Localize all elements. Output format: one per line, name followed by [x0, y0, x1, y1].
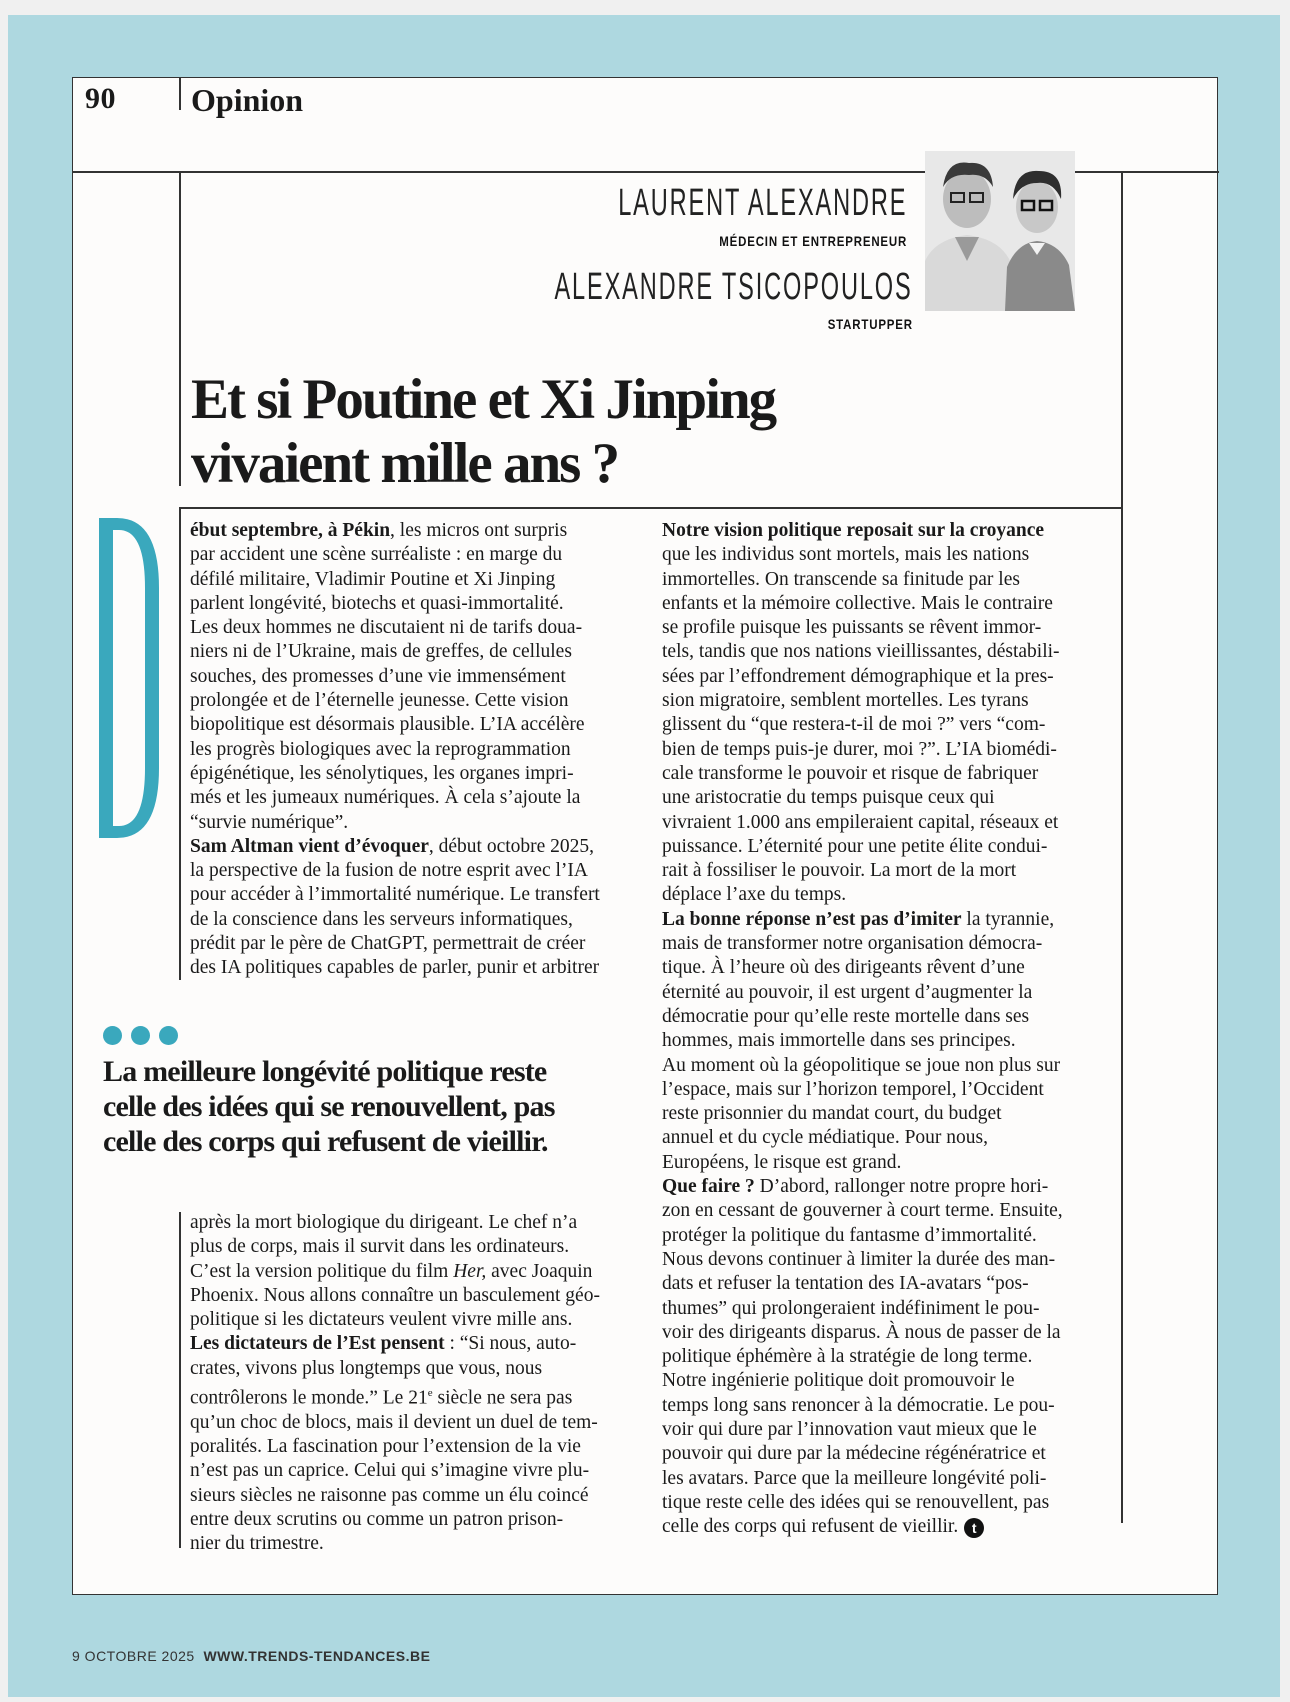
- text-line: més et les jumeaux numériques. À cela s’ajoute la: [190, 787, 581, 809]
- text-line: souches, des promesses d’une vie immensément: [190, 665, 566, 687]
- header-divider: [179, 78, 181, 110]
- text-line: entre deux scrutins ou comme un patron prison-: [190, 1509, 564, 1531]
- headline-line-2: vivaient mille ans ?: [191, 432, 619, 495]
- column-2: [662, 519, 1117, 1539]
- text-line: épigénétique, les sénolytiques, les organes impri-: [190, 762, 574, 784]
- text-line: une aristocratie du temps puisque ceux qui: [662, 787, 995, 809]
- text-line: ébut septembre, à Pékin, les micros ont surpris: [190, 520, 568, 541]
- text-line: tels, tandis que nos nations vieillissantes, déstabili-: [662, 641, 1060, 663]
- text-line: vivraient 1.000 ans empileraient capital, réseaux et: [662, 811, 1059, 833]
- text-line: celle des corps qui refusent de vieillir. t: [662, 1515, 1117, 1539]
- text-line: cale transforme le pouvoir et risque de fabriquer: [662, 762, 1039, 784]
- right-column-rule: [1121, 171, 1123, 1523]
- text-line: de la conscience dans les serveurs informatiques,: [190, 908, 573, 930]
- text-line: par accident une scène surréaliste : en marge du: [190, 544, 563, 566]
- text-line: déplace l’axe du temps.: [662, 884, 847, 906]
- text-line: protéger la politique du fantasme d’immortalité.: [662, 1224, 1037, 1246]
- trends-end-icon: t: [964, 1518, 984, 1538]
- text-line: Européens, le risque est grand.: [662, 1151, 902, 1173]
- text-line: sieurs siècles ne raisonne pas comme un élu coincé: [190, 1484, 589, 1506]
- text-line: les progrès biologiques avec la reprogrammation: [190, 738, 571, 760]
- text-line: éternité au pouvoir, il est urgent d’augmenter la: [662, 981, 1033, 1003]
- text-line: crates, vivons plus longtemps que vous, nous: [190, 1357, 543, 1379]
- authors-photo: [925, 151, 1075, 311]
- text-line: bien de temps puis-je durer, moi ?”. L’IA biomédi-: [662, 738, 1057, 760]
- headline-box-bottom: [179, 507, 1122, 509]
- website-link[interactable]: WWW.TRENDS-TENDANCES.BE: [203, 1648, 431, 1664]
- text-line: Notre vision politique reposait sur la croyance: [662, 520, 1045, 541]
- text-line: Sam Altman vient d’évoquer, début octobre 2025,: [190, 835, 595, 857]
- magazine-page: [72, 77, 1218, 1595]
- text-line: hommes, mais immortelle dans ses principes.: [662, 1030, 1016, 1052]
- drop-cap-d: [99, 518, 159, 838]
- text-line: sion migratoire, semblent mortelles. Les tyrans: [662, 690, 1029, 712]
- text-line: niers ni de l’Ukraine, mais de greffes, de cellules: [190, 641, 572, 663]
- pull-quote: [103, 1054, 643, 1159]
- text-line: poralités. La fascination pour l’extension de la vie: [190, 1436, 581, 1458]
- text-line: politique si les dictateurs veulent vivre mille ans.: [190, 1309, 573, 1331]
- text-line: Les deux hommes ne discutaient ni de tarifs doua-: [190, 617, 583, 639]
- text-line: se profile puisque les puissants se rêvent immor-: [662, 617, 1042, 639]
- text-line: tique reste celle des idées qui se renouvellent, pas: [662, 1491, 1050, 1513]
- text-line: Les dictateurs de l’Est pensent : “Si nous, auto-: [190, 1333, 577, 1355]
- text-line: contrôlerons le monde.” Le 21e siècle ne sera pas: [190, 1387, 573, 1409]
- text-line: Notre ingénierie politique doit promouvoir le: [662, 1370, 1015, 1392]
- text-line: glissent du “que restera-t-il de moi ?” vers “com-: [662, 714, 1046, 736]
- quote-dots: [103, 1026, 187, 1050]
- headline-line-1: Et si Poutine et Xi Jinping: [191, 368, 776, 431]
- text-line: puissance. L’éternité pour une petite élite condui-: [662, 835, 1048, 857]
- pull-quote-line-2: celle des idées qui se renouvellent, pas: [103, 1090, 555, 1123]
- col1-rule-bottom: [179, 1212, 181, 1548]
- text-line: sées par l’effondrement démographique et la pres-: [662, 665, 1054, 687]
- headline: [191, 368, 1091, 496]
- text-line: qu’un choc de blocs, mais il devient un duel de tem-: [190, 1411, 598, 1433]
- text-line: voir qui dure par l’innovation vaut mieux que le: [662, 1418, 1037, 1440]
- text-line: des IA politiques capables de parler, punir et arbitrer: [190, 957, 600, 979]
- col1-rule-top: [179, 508, 181, 980]
- issue-date: 9 OCTOBRE 2025: [72, 1648, 195, 1664]
- author-name-1: LAURENT ALEXANDRE: [617, 182, 907, 224]
- text-line: zon en cessant de gouverner à court terme. Ensuite,: [662, 1200, 1063, 1222]
- text-line: après la mort biologique du dirigeant. Le chef n’a: [190, 1212, 578, 1233]
- text-line: Que faire ? D’abord, rallonger notre propre hori-: [662, 1176, 1049, 1198]
- text-line: Au moment où la géopolitique se joue non plus sur: [662, 1054, 1061, 1076]
- text-line: annuel et du cycle médiatique. Pour nous,: [662, 1127, 988, 1149]
- text-line: parlent longévité, biotechs et quasi-immortalité.: [190, 592, 564, 614]
- text-line: tique. À l’heure où des dirigeants rêvent d’une: [662, 957, 1025, 979]
- text-line: La bonne réponse n’est pas d’imiter la tyrannie,: [662, 908, 1055, 930]
- text-line: enfants et la mémoire collective. Mais le contraire: [662, 592, 1053, 614]
- column-1-bottom: [190, 1211, 630, 1557]
- text-line: rait à fossiliser le pouvoir. La mort de la mort: [662, 860, 1017, 882]
- text-line: reste prisonnier du mandat court, du budget: [662, 1103, 1002, 1125]
- text-line: prédit par le père de ChatGPT, permettrait de créer: [190, 933, 586, 955]
- page-footer: [72, 1648, 430, 1664]
- section-title: Opinion: [191, 82, 304, 118]
- text-line: “survie numérique”.: [190, 811, 349, 833]
- text-line: pour accéder à l’immortalité numérique. Le transfert: [190, 884, 600, 906]
- text-line: pouvoir qui dure par la médecine régénératrice et: [662, 1443, 1046, 1465]
- text-line: Nous devons continuer à limiter la durée des man-: [662, 1248, 1056, 1270]
- text-line: politique éphémère à la stratégie de long terme.: [662, 1346, 1033, 1368]
- headline-box-left: [179, 171, 181, 486]
- text-line: la perspective de la fusion de notre esprit avec l’IA: [190, 860, 588, 882]
- text-line: biopolitique est désormais plausible. L’IA accélère: [190, 714, 585, 736]
- text-line: l’espace, mais sur l’horizon temporel, l’Occident: [662, 1078, 1044, 1100]
- header-rule-right: [1075, 171, 1219, 173]
- author-name-2: ALEXANDRE TSICOPOULOS: [554, 266, 913, 308]
- text-line: immortelles. On transcende sa finitude par les: [662, 568, 1020, 590]
- text-line: dats et refuser la tentation des IA-avatars “pos-: [662, 1273, 1029, 1295]
- text-line: thumes” qui prolongeraient indéfiniment le pou-: [662, 1297, 1040, 1319]
- page-number: 90: [85, 82, 116, 115]
- pull-quote-line-1: La meilleure longévité politique reste: [103, 1055, 547, 1088]
- text-line: que les individus sont mortels, mais les nations: [662, 544, 1030, 566]
- author-role-2: STARTUPPER: [827, 316, 913, 332]
- text-line: défilé militaire, Vladimir Poutine et Xi Jinping: [190, 568, 556, 590]
- text-line: plus de corps, mais il survit dans les ordinateurs.: [190, 1236, 570, 1258]
- text-line: prolongée et de l’éternelle jeunesse. Cette vision: [190, 690, 569, 712]
- text-line: démocratie pour qu’elle reste mortelle dans ses: [662, 1005, 1030, 1027]
- text-line: nier du trimestre.: [190, 1533, 324, 1555]
- text-line: Phoenix. Nous allons connaître un basculement géo-: [190, 1284, 600, 1306]
- text-line: C’est la version politique du film Her, avec Joaquin: [190, 1260, 593, 1282]
- text-line: mais de transformer notre organisation démocra-: [662, 933, 1043, 955]
- header-rule: [73, 171, 925, 173]
- text-line: les avatars. Parce que la meilleure longévité poli-: [662, 1467, 1047, 1489]
- author-role-1: MÉDECIN ET ENTREPRENEUR: [719, 233, 907, 249]
- column-1-top: [190, 519, 630, 981]
- text-line: voir des dirigeants disparus. À nous de passer de la: [662, 1321, 1061, 1343]
- text-line: temps long sans renoncer à la démocratie. Le pou-: [662, 1394, 1055, 1416]
- pull-quote-line-3: celle des corps qui refusent de vieillir.: [103, 1125, 548, 1158]
- text-line: n’est pas un caprice. Celui qui s’imagine vivre plu-: [190, 1460, 590, 1482]
